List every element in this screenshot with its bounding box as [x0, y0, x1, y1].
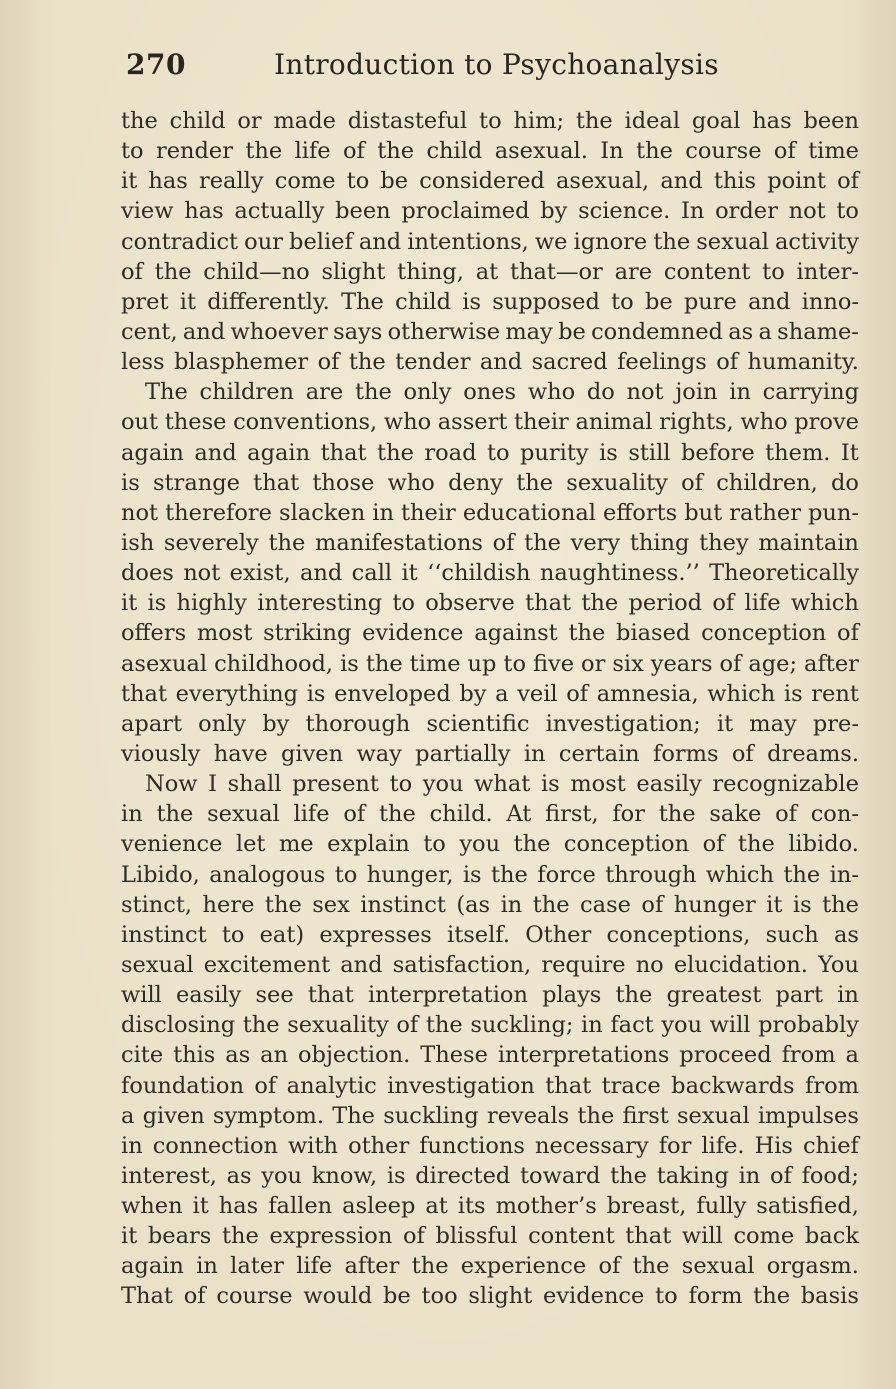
text-line: it bears the expression of blissful content that will come back [121, 1223, 859, 1250]
text-line: a given symptom. The suckling reveals the first sexual impulses [121, 1102, 859, 1129]
page-number: 270 [126, 48, 186, 81]
text-line: asexual childhood, is the time up to five or six years of age; after [121, 650, 859, 677]
text-line: pret it differently. The child is supposed to be pure and inno- [121, 288, 859, 315]
text-line: offers most striking evidence against the biased conception of [121, 620, 859, 647]
text-line: ish severely the manifestations of the very thing they maintain [121, 529, 859, 556]
text-line: That of course would be too slight evidence to form the basis [121, 1283, 859, 1310]
text-line: interest, as you know, is directed toward the taking in of food; [121, 1162, 859, 1189]
text-line: is strange that those who deny the sexuality of children, do [121, 469, 859, 496]
text-line: not therefore slacken in their educational efforts but rather pun- [121, 499, 859, 526]
text-line: in connection with other functions necessary for life. His chief [121, 1132, 859, 1159]
text-line: The children are the only ones who do not join in carrying [145, 379, 859, 406]
text-line: it is highly interesting to observe that the period of life which [121, 590, 859, 617]
running-title: Introduction to Psychoanalysis [274, 48, 719, 81]
text-line: disclosing the sexuality of the suckling; in fact you will probably [121, 1012, 859, 1039]
text-line: view has actually been proclaimed by science. In order not to [121, 198, 859, 225]
text-line: stinct, here the sex instinct (as in the case of hunger it is the [121, 891, 859, 918]
text-line: instinct to eat) expresses itself. Other conceptions, such as [121, 921, 859, 948]
text-line: Now I shall present to you what is most easily recognizable [145, 771, 859, 798]
body-text [121, 106, 859, 1312]
text-line: contradict our belief and intentions, we ignore the sexual activity [121, 228, 859, 255]
text-line: does not exist, and call it ‘‘childish naughtiness.’’ Theoretically [121, 560, 859, 587]
text-line: venience let me explain to you the conception of the libido. [121, 831, 859, 858]
text-line: sexual excitement and satisfaction, require no elucidation. You [121, 951, 859, 978]
text-line: will easily see that interpretation plays the greatest part in [121, 982, 859, 1009]
text-line: viously have given way partially in certain forms of dreams. [121, 740, 859, 767]
text-line: of the child—no slight thing, at that—or are content to inter- [121, 258, 859, 285]
text-line: apart only by thorough scientific investigation; it may pre- [121, 710, 859, 737]
text-line: again in later life after the experience of the sexual orgasm. [121, 1253, 859, 1280]
text-line: in the sexual life of the child. At first, for the sake of con- [121, 801, 859, 828]
text-line: cite this as an objection. These interpretations proceed from a [121, 1042, 859, 1069]
text-line: less blasphemer of the tender and sacred feelings of humanity. [121, 349, 859, 376]
text-line: again and again that the road to purity is still before them. It [121, 439, 859, 466]
text-line: Libido, analogous to hunger, is the force through which the in- [121, 861, 859, 888]
text-line: to render the life of the child asexual. In the course of time [121, 138, 859, 165]
running-head [126, 48, 826, 88]
text-line: out these conventions, who assert their animal rights, who prove [121, 409, 859, 436]
text-line: the child or made distasteful to him; the ideal goal has been [121, 108, 859, 134]
text-line: foundation of analytic investigation that trace backwards from [121, 1072, 859, 1099]
text-line: that everything is enveloped by a veil of amnesia, which is rent [121, 680, 859, 707]
text-line: it has really come to be considered asexual, and this point of [121, 168, 859, 195]
text-line: cent, and whoever says otherwise may be condemned as a shame- [121, 318, 859, 345]
text-line: when it has fallen asleep at its mother’s breast, fully satisfied, [121, 1193, 859, 1220]
